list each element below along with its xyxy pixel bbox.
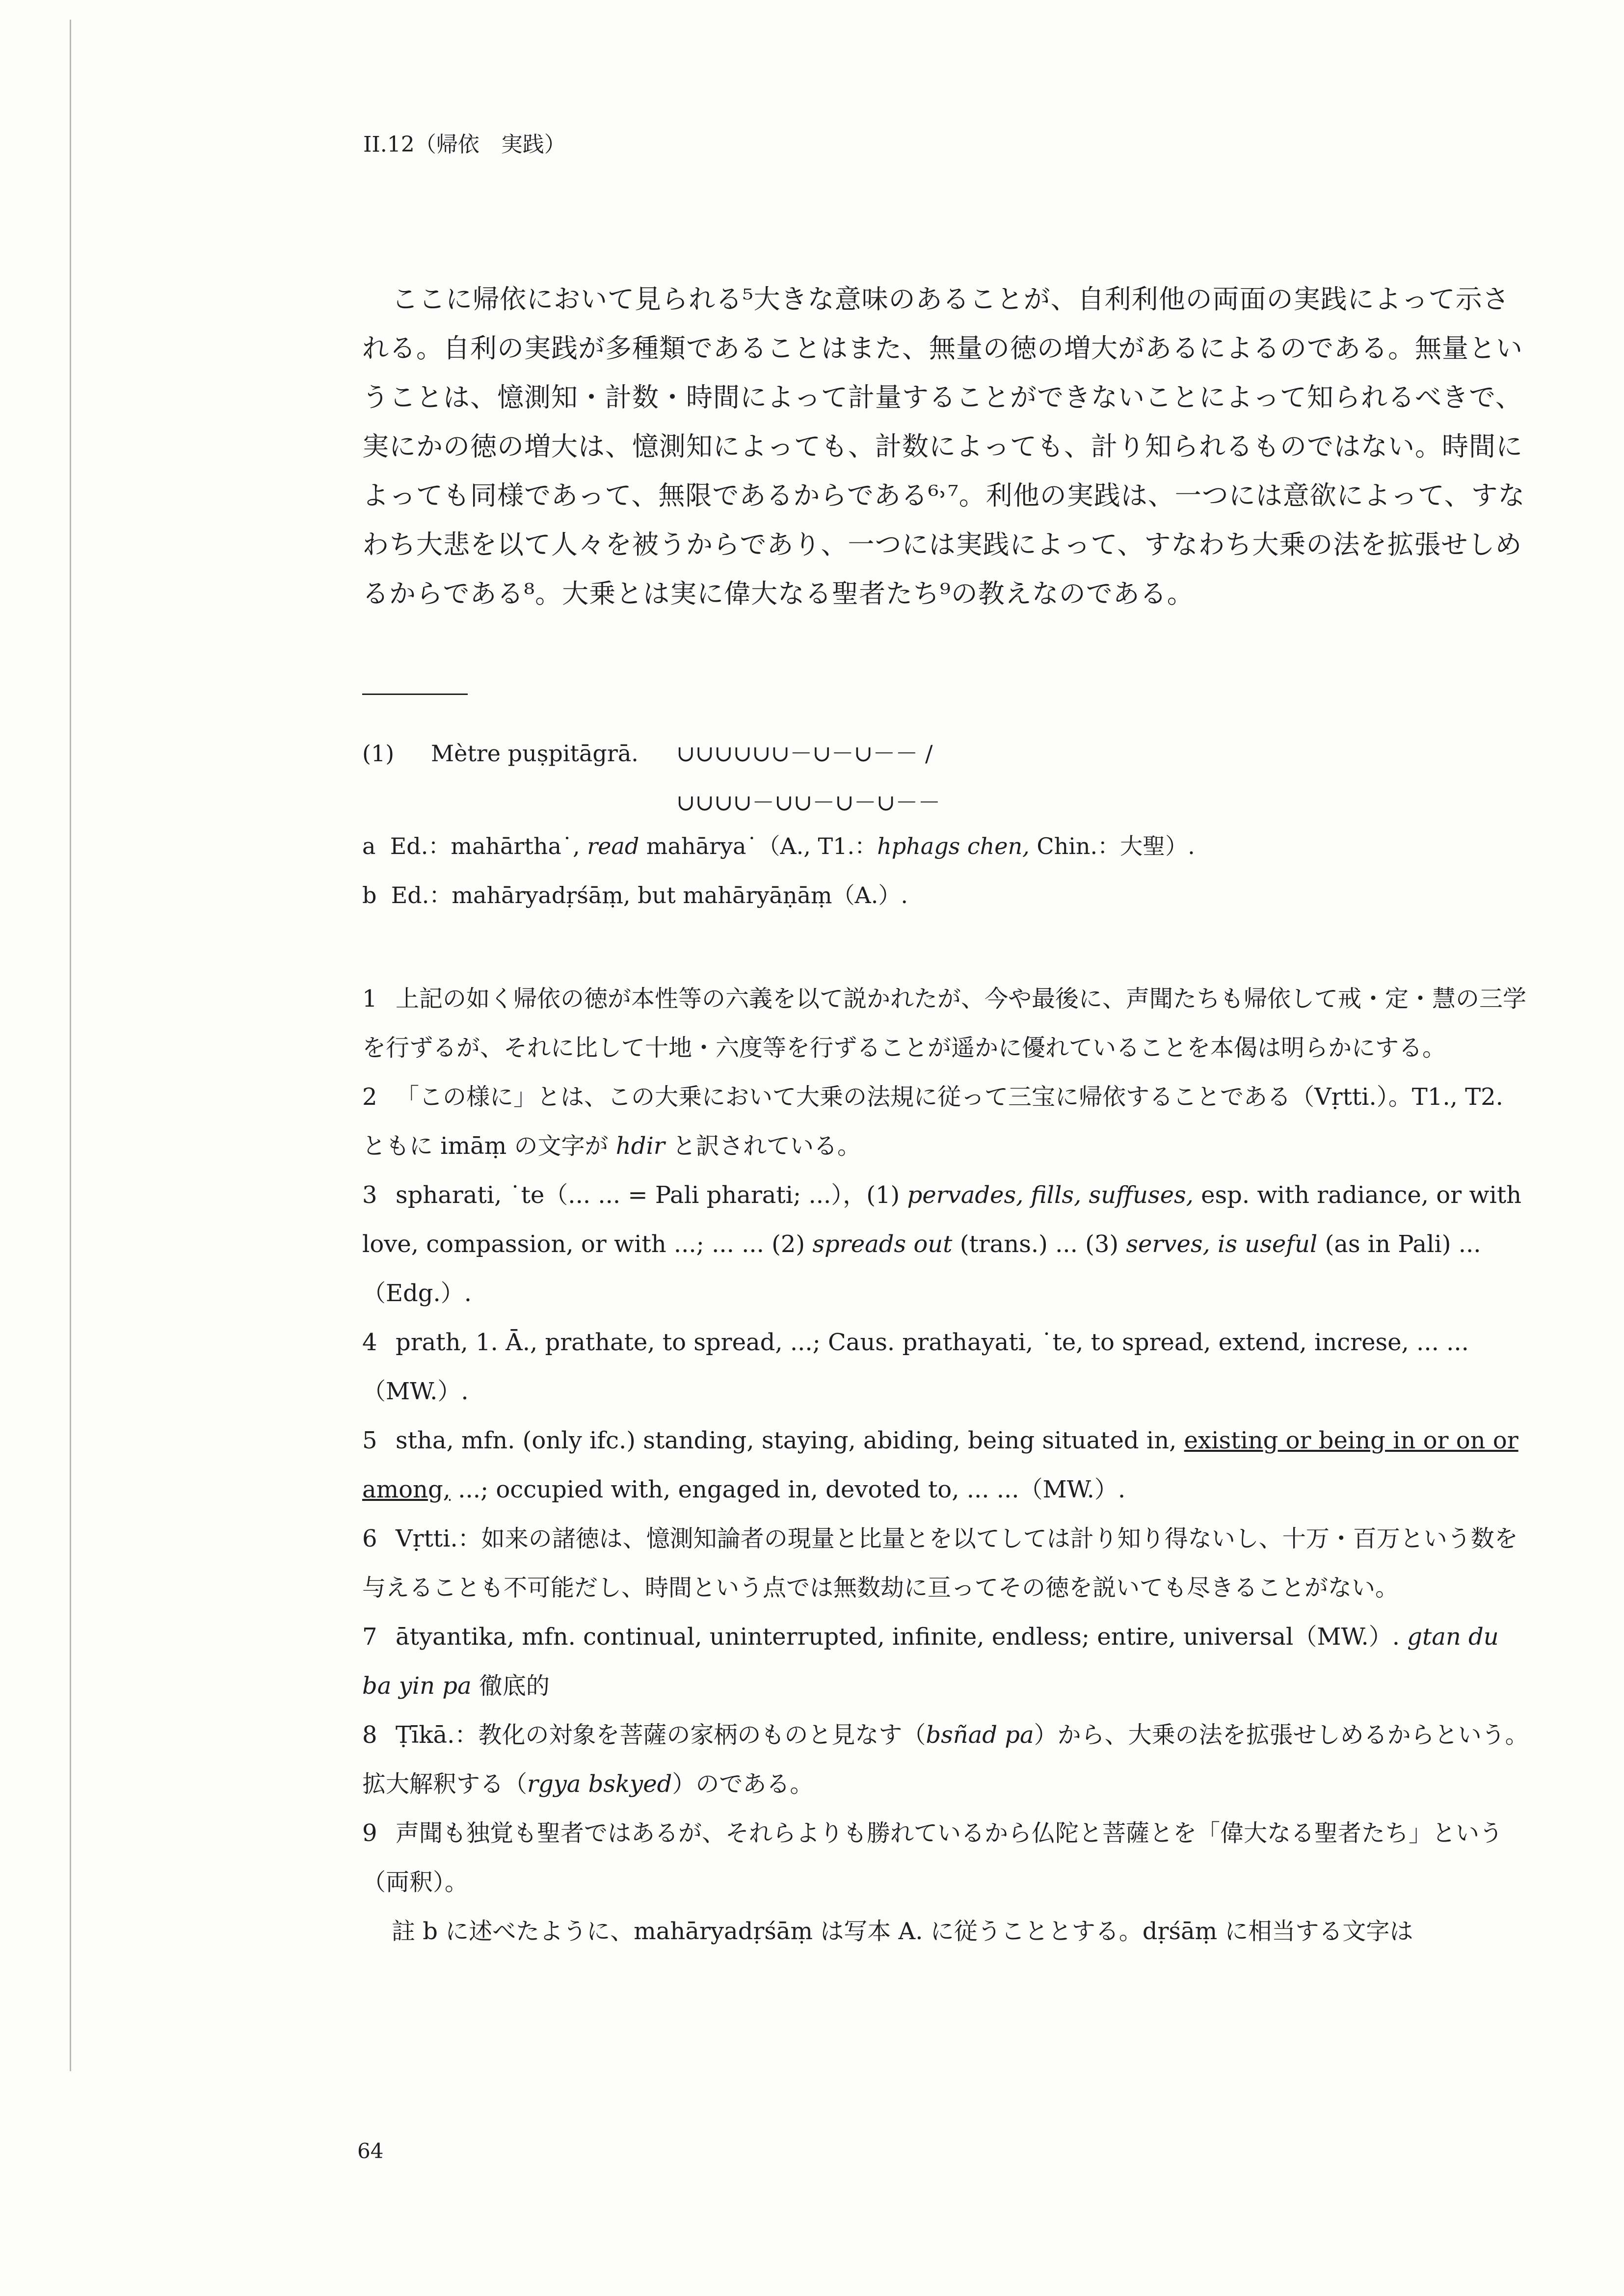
scan-edge-line (70, 20, 71, 2071)
note-text: ...; occupied with, engaged in, devoted to, ... ...（MW.）. (458, 1476, 1126, 1503)
note-7 (362, 1612, 1530, 1710)
note-italic: bsñad pa (926, 1721, 1034, 1749)
note-text: (as in Pali) ...（Edg.）. (362, 1230, 1481, 1307)
note-5 (362, 1416, 1530, 1514)
note-number: 4 (362, 1329, 377, 1356)
note-text: spharati, ˙te（... ... = Pali pharati; ...），(1) (396, 1181, 900, 1209)
note-text: Vṛtti.：如来の諸徳は、憶測知論者の現量と比量とを以てしては計り知り得ないし、十万・百万という数を与えることも不可能だし、時間という点では無数劫に亘ってその徳を説いても尽きることがない。 (362, 1525, 1518, 1602)
note-italic: rgya bskyed (527, 1770, 672, 1798)
note-text: 上記の如く帰依の徳が本性等の六義を以て説かれたが、今や最後に、声聞たちも帰依して戒・定・慧の三学を行ずるが、それに比して十地・六度等を行ずることが遥かに優れていることを本偈は明らかにする。 (362, 985, 1527, 1062)
note-text: Ṭīkā.：教化の対象を菩薩の家柄のものと見なす（ (396, 1721, 926, 1749)
note-continuation: 註 b に述べたように、mahāryadṛśāṃ は写本 A. に従うこととする。dṛśāṃ に相当する文字は (392, 1918, 1413, 1945)
note-underlined: existing or being in or on or among, (362, 1427, 1518, 1503)
note-text: (trans.) ... (3) (959, 1230, 1119, 1258)
variant-text: Chin.：大聖）. (1037, 833, 1195, 859)
note-number: 5 (362, 1427, 377, 1454)
note-text: ātyantika, mfn. continual, uninterrupted, infinite, endless; entire, universal（MW.）. (396, 1623, 1400, 1651)
footnote-rule (362, 694, 468, 695)
page-number: 64 (357, 2139, 384, 2163)
variant-ital: hphags chen, (877, 833, 1030, 859)
note-3 (362, 1171, 1530, 1318)
note-text: 「この様に」とは、この大乗において大乗の法規に従って三宝に帰依することである（Vṛtti.）。T1., T2. ともに imāṃ の文字が (362, 1083, 1503, 1160)
note-1 (362, 974, 1530, 1072)
metre-number: (1) (362, 740, 395, 767)
variant-a (362, 828, 1195, 861)
note-text: ）のである。 (672, 1770, 814, 1798)
note-italic: pervades, fills, suffuses, (907, 1181, 1194, 1209)
variant-label: a (362, 833, 376, 859)
note-text: prath, 1. Ā., prathate, to spread, ...; Caus. prathayati, ˙te, to spread, extend, increse, ... ...（MW.）. (362, 1329, 1469, 1405)
note-number: 7 (362, 1623, 377, 1651)
metre-block (362, 729, 940, 827)
main-paragraph (362, 275, 1530, 618)
note-text: 声聞も独覚も聖者ではあるが、それらよりも勝れているから仏陀と菩薩とを「偉大なる聖者たち」という（両釈）。 (362, 1819, 1503, 1896)
note-number: 1 (362, 985, 377, 1013)
note-9 (362, 1809, 1530, 1907)
notes (362, 974, 1530, 1956)
variant-label: b (362, 882, 377, 908)
variant-text: Ed.：mahāryadṛśāṃ, but mahāryāṇāṃ（A.）. (391, 882, 908, 908)
metre-pattern-1: ∪∪∪∪∪∪－∪－∪－－ / (676, 740, 933, 767)
note-text: と訳されている。 (672, 1132, 861, 1160)
note-italic: spreads out (812, 1230, 953, 1258)
note-italic: serves, is useful (1126, 1230, 1318, 1258)
note-number: 6 (362, 1525, 377, 1552)
note-text: ）から、大乗の法を拡張せしめるからという。拡大解釈する（ (362, 1721, 1529, 1798)
note-4 (362, 1318, 1530, 1416)
section-header: II.12（帰依 実践） (363, 132, 566, 157)
note-number: 8 (362, 1721, 377, 1749)
note-italic: gtan du ba yin pa (362, 1623, 1499, 1700)
metre-name: Mètre puṣpitāgrā. (431, 740, 639, 767)
note-2 (362, 1072, 1530, 1171)
note-text: 徹底的 (479, 1672, 550, 1700)
note-8 (362, 1710, 1530, 1809)
variant-read: read (587, 833, 639, 859)
main-paragraph-text: ここに帰依において見られる⁵大きな意味のあることが、自利利他の両面の実践によって示される。自利の実践が多種類であることはまた、無量の徳の増大があるによるのである。無量ということは、憶測知・計数・時間によって計量することができないことによって知られるべきで、実にかの徳の増大は、憶測知によっても、計数によっても、計り知られるものではない。時間によっても同様であって、無限であるからである⁶˒⁷。利他の実践は、一つには意欲によって、すなわち大悲を以て人々を被うからであり、一つには実践によって、すなわち大乗の法を拡張せしめるからである⁸。大乗とは実に偉大なる聖者たち⁹の教えなのである。 (362, 284, 1525, 609)
note-6 (362, 1514, 1530, 1612)
note-italic: hdir (615, 1132, 665, 1160)
variant-text: Ed.：mahārtha˙, (390, 833, 580, 859)
note-number: 3 (362, 1181, 377, 1209)
note-number: 9 (362, 1819, 377, 1847)
metre-pattern-2: ∪∪∪∪－∪∪－∪－∪－－ (676, 789, 941, 816)
note-text: stha, mfn. (only ifc.) standing, staying, abiding, being situated in, (396, 1427, 1177, 1454)
variant-text: mahārya˙（A., T1.： (646, 833, 878, 859)
variant-b (362, 878, 908, 910)
note-text: esp. with radiance, or with love, compassion, or with ...; ... ... (2) (362, 1181, 1522, 1258)
note-number: 2 (362, 1083, 377, 1111)
